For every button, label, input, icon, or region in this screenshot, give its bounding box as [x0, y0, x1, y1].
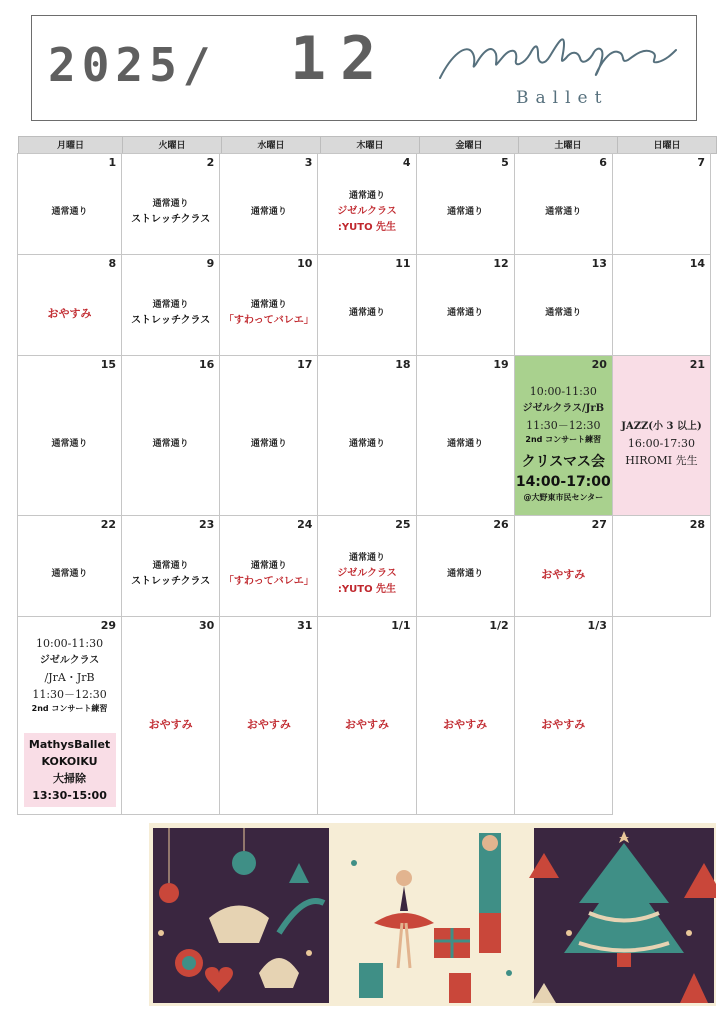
- event-line: 通常通り: [250, 438, 287, 449]
- day-number: 21: [689, 358, 706, 371]
- event-line: 通常通り: [250, 207, 287, 217]
- event-line: 通常通り: [447, 308, 484, 318]
- christmas-pattern-banner: [149, 823, 716, 1006]
- event-line: 通常通り: [348, 191, 385, 201]
- title-year: 2025/: [48, 38, 217, 92]
- weekday-header: 木曜日: [320, 136, 420, 154]
- calendar-day-cell: [121, 616, 220, 815]
- event-line: 11:30－12:30: [32, 688, 107, 701]
- calendar-day-cell: [219, 616, 318, 815]
- calendar-day-cell: [612, 254, 711, 356]
- event-line: ジゼルクラス: [337, 568, 397, 579]
- day-number: 23: [198, 518, 215, 531]
- event-line: 「すわってバレエ」: [223, 576, 314, 587]
- weekday-header: 水曜日: [221, 136, 321, 154]
- day-events: [18, 170, 121, 254]
- calendar-week-row: [18, 154, 711, 255]
- day-events: [417, 170, 514, 254]
- day-number: 20: [591, 358, 607, 371]
- day-events: [18, 532, 121, 616]
- logo-subtitle: Ballet: [516, 88, 609, 108]
- closed-label: おやすみ: [541, 717, 586, 731]
- day-events: [515, 372, 612, 515]
- day-events: [220, 532, 317, 616]
- day-events: [18, 372, 121, 515]
- day-events: [515, 271, 612, 355]
- event-line: 通常通り: [250, 300, 287, 310]
- calendar-week-row: [18, 255, 711, 356]
- day-number: 17: [297, 358, 313, 371]
- event-line: 通常通り: [348, 308, 385, 318]
- day-events: [122, 372, 219, 515]
- event-line: ストレッチクラス: [131, 576, 211, 587]
- event-line: 通常通り: [152, 438, 189, 449]
- event-line: 通常通り: [152, 561, 189, 571]
- day-events: [613, 633, 710, 814]
- tree-pattern-panel: [529, 828, 716, 1003]
- calendar-day-cell: [317, 254, 416, 356]
- calendar-day-cell: [416, 254, 515, 356]
- day-number: 2: [206, 156, 215, 169]
- calendar-day-cell: [17, 515, 122, 617]
- day-events: [318, 372, 415, 515]
- day-number: 1/3: [587, 619, 607, 632]
- event-line: 通常通り: [348, 438, 385, 449]
- day-number: 12: [493, 257, 509, 270]
- calendar-day-cell: [317, 515, 416, 617]
- day-number: 10: [297, 257, 313, 270]
- day-number: 6: [599, 156, 607, 169]
- day-number: 1/1: [391, 619, 411, 632]
- event-line: 通常通り: [250, 561, 287, 571]
- day-events: [220, 271, 317, 355]
- day-number: 11: [395, 257, 411, 270]
- day-events: [122, 633, 219, 814]
- calendar-day-cell: [317, 355, 416, 516]
- ballerina-pattern-panel: [342, 828, 520, 1003]
- day-number: 13: [591, 257, 607, 270]
- day-number: 3: [304, 156, 313, 169]
- day-number: 26: [493, 518, 509, 531]
- calendar-day-cell: [514, 153, 613, 255]
- calendar-day-cell: [219, 153, 318, 255]
- event-line: JAZZ(小 3 以上): [621, 421, 702, 432]
- day-events: [515, 532, 612, 616]
- event-line: @大野東市民センター: [523, 493, 604, 502]
- calendar-day-cell: [612, 355, 711, 516]
- weekday-header: 月曜日: [18, 136, 123, 154]
- closed-label: おやすみ: [246, 717, 291, 731]
- event-line: 14:00-17:00: [515, 474, 611, 490]
- day-events: [515, 633, 612, 814]
- day-number: 15: [100, 358, 117, 371]
- event-line: 通常通り: [545, 308, 582, 318]
- day-number: 29: [100, 619, 117, 632]
- day-events: [122, 271, 219, 355]
- event-line: 10:00-11:30: [35, 637, 104, 650]
- day-events: [122, 532, 219, 616]
- calendar-day-cell: [514, 515, 613, 617]
- event-line: HIROMI 先生: [625, 454, 698, 467]
- calendar-day-cell: [121, 515, 220, 617]
- event-line: 通常通り: [51, 207, 88, 217]
- calendar-day-cell: [514, 616, 613, 815]
- calendar-day-cell: [416, 515, 515, 617]
- day-events: [220, 372, 317, 515]
- event-line: 10:00-11:30: [529, 385, 597, 398]
- weekday-header-row: [18, 136, 711, 154]
- event-line: ジゼルクラス: [39, 655, 100, 666]
- event-line: 2nd コンサート練習: [31, 704, 108, 713]
- mathys-ballet-logo: [432, 24, 682, 116]
- day-events: [417, 633, 514, 814]
- day-number: 7: [697, 156, 706, 169]
- day-number: 1/2: [489, 619, 509, 632]
- calendar-day-cell: [219, 254, 318, 356]
- day-number: 31: [297, 619, 313, 632]
- event-line: 大掃除: [53, 772, 87, 785]
- day-number: 8: [108, 257, 117, 270]
- day-events: [318, 170, 415, 254]
- event-line: 通常通り: [447, 207, 484, 217]
- event-line: クリスマス会: [521, 454, 606, 470]
- calendar-day-cell: [219, 355, 318, 516]
- day-events: [613, 170, 710, 254]
- closed-label: おやすみ: [148, 717, 193, 731]
- event-line: 通常通り: [447, 569, 484, 579]
- calendar-day-cell: [17, 153, 122, 255]
- calendar-day-cell: [514, 355, 613, 516]
- day-number: 5: [501, 156, 509, 169]
- calendar-week-row: [18, 617, 711, 815]
- day-number: 1: [108, 156, 117, 169]
- title-month: 12: [290, 24, 391, 94]
- day-events: [220, 170, 317, 254]
- event-line: :YUTO 先生: [337, 222, 397, 233]
- event-line: 通常通り: [51, 569, 88, 579]
- calendar-header: [31, 15, 697, 121]
- calendar-day-cell: [317, 616, 416, 815]
- calendar-day-cell: [317, 153, 416, 255]
- closed-label: おやすみ: [47, 307, 92, 320]
- day-events: [613, 271, 710, 355]
- calendar-day-cell: [17, 616, 122, 815]
- event-line: 11:30－12:30: [526, 419, 601, 432]
- weekday-header: 日曜日: [617, 136, 717, 154]
- calendar-day-cell: [612, 515, 711, 617]
- calendar-empty-cell: [612, 616, 711, 815]
- weekday-header: 火曜日: [122, 136, 222, 154]
- calendar-day-cell: [514, 254, 613, 356]
- day-number: 4: [402, 156, 411, 169]
- day-number: 25: [395, 518, 411, 531]
- day-events: [318, 271, 415, 355]
- event-line: 通常通り: [348, 553, 385, 563]
- day-number: 30: [198, 619, 215, 632]
- event-line: 通常通り: [51, 438, 88, 449]
- calendar-day-cell: [416, 355, 515, 516]
- event-line: 16:00-17:30: [627, 437, 696, 450]
- day-number: 24: [297, 518, 313, 531]
- day-events: [613, 372, 710, 515]
- closed-label: おやすみ: [344, 717, 389, 731]
- calendar-week-row: [18, 516, 711, 617]
- event-line: ジゼルクラス/JrB: [522, 403, 605, 414]
- calendar-day-cell: [121, 355, 220, 516]
- calendar-day-cell: [17, 355, 122, 516]
- calendar-day-cell: [416, 616, 515, 815]
- calendar-day-cell: [612, 153, 711, 255]
- closed-label: おやすみ: [443, 717, 488, 731]
- day-events: [417, 271, 514, 355]
- event-line: 通常通り: [152, 300, 189, 310]
- calendar-day-cell: [416, 153, 515, 255]
- day-events: [613, 532, 710, 616]
- day-events: [18, 635, 121, 814]
- event-line: ストレッチクラス: [131, 315, 211, 326]
- event-line: /JrA・JrB: [44, 671, 95, 684]
- event-line: :YUTO 先生: [337, 584, 397, 595]
- event-line: 2nd コンサート練習: [525, 435, 602, 444]
- event-line: 通常通り: [152, 199, 189, 209]
- calendar-grid: [18, 136, 711, 815]
- day-events: [515, 170, 612, 254]
- event-line: MathysBallet: [28, 738, 111, 751]
- day-number: 27: [591, 518, 607, 531]
- day-events: [318, 633, 415, 814]
- calendar-day-cell: [17, 254, 122, 356]
- ornament-pattern-panel: [153, 828, 329, 1003]
- weekday-header: 金曜日: [419, 136, 519, 154]
- day-number: 19: [493, 358, 509, 371]
- day-events: [18, 271, 121, 355]
- event-line: 13:30-15:00: [32, 789, 107, 802]
- event-line: 通常通り: [545, 207, 582, 217]
- day-events: [122, 170, 219, 254]
- event-line: ストレッチクラス: [131, 214, 211, 225]
- event-line: 「すわってバレエ」: [223, 315, 314, 326]
- calendar-week-row: [18, 356, 711, 516]
- event-line: KOKOIKU: [41, 755, 98, 768]
- event-line: ジゼルクラス: [337, 206, 397, 217]
- cleaning-event-box: [24, 733, 116, 807]
- calendar-day-cell: [121, 153, 220, 255]
- day-number: 28: [689, 518, 706, 531]
- calendar-day-cell: [219, 515, 318, 617]
- day-number: 14: [689, 257, 706, 270]
- day-events: [318, 532, 415, 616]
- day-number: 18: [395, 358, 411, 371]
- day-number: 16: [198, 358, 215, 371]
- closed-label: おやすみ: [541, 568, 586, 581]
- weekday-header: 土曜日: [518, 136, 618, 154]
- day-events: [220, 633, 317, 814]
- day-number: 9: [206, 257, 215, 270]
- day-events: [417, 372, 514, 515]
- day-number: 22: [100, 518, 117, 531]
- day-events: [417, 532, 514, 616]
- event-line: 通常通り: [447, 438, 484, 449]
- calendar-day-cell: [121, 254, 220, 356]
